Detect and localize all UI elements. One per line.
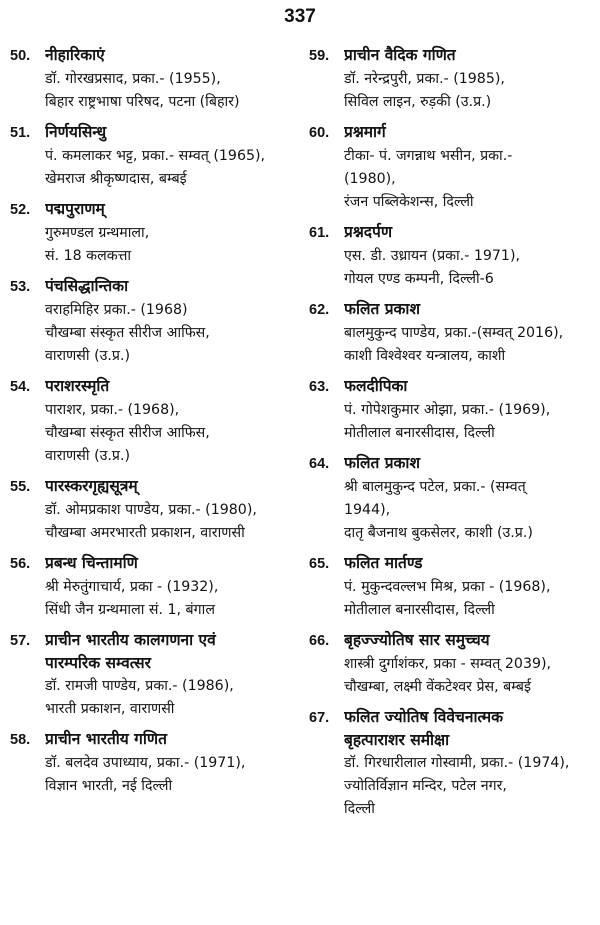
entry-detail-line: काशी विश्वेश्वर यन्त्रालय, काशी — [344, 348, 506, 364]
entry-title-line: प्राचीन वैदिक गणित — [344, 46, 456, 64]
entry-number: 55. — [10, 479, 31, 495]
entry-detail-line: श्री बालमुकुन्द पटेल, प्रका.- (सम्वत् — [344, 479, 526, 495]
entry-detail-line: पाराशर, प्रका.- (1968), — [45, 402, 180, 418]
bibliography-entry — [10, 552, 295, 622]
entry-number: 60. — [309, 125, 330, 141]
entry-title-line: बृहज्ज्योतिष सार समुच्चय — [344, 631, 490, 649]
entry-title — [45, 121, 295, 144]
entry-title-line: पद्मपुराणम् — [45, 200, 105, 218]
entry-heading — [10, 375, 295, 399]
entry-detail-line: डॉ. बलदेव उपाध्याय, प्रका.- (1971), — [45, 755, 246, 771]
entry-title-line: प्रश्नमार्ग — [344, 123, 386, 141]
bibliography-entry — [309, 629, 594, 699]
entry-detail-line: रंजन पब्लिकेशन्स, दिल्ली — [344, 194, 474, 210]
entry-heading — [10, 198, 295, 222]
entry-detail-line: मोतीलाल बनारसीदास, दिल्ली — [344, 425, 495, 441]
entry-number: 59. — [309, 48, 330, 64]
entry-title-line: पारम्परिक सम्वत्सर — [45, 654, 151, 672]
entry-number: 53. — [10, 279, 31, 295]
entry-detail-line: मोतीलाल बनारसीदास, दिल्ली — [344, 602, 495, 618]
bibliography-entry — [309, 375, 594, 445]
entry-title-line: प्रश्नदर्पण — [344, 223, 393, 241]
entry-heading — [309, 452, 594, 476]
entry-heading — [309, 121, 594, 145]
entry-heading — [309, 375, 594, 399]
bibliography-entry — [10, 198, 295, 268]
entry-title-line: फलित ज्योतिष विवेचनात्मक — [344, 708, 504, 726]
entry-number: 57. — [10, 633, 31, 649]
entry-heading — [309, 44, 594, 68]
entry-title — [344, 298, 594, 321]
entry-detail-line: पं. गोपेशकुमार ओझा, प्रका.- (1969), — [344, 402, 551, 418]
entry-heading — [309, 629, 594, 653]
entry-detail-line: श्री मेरुतुंगाचार्य, प्रका - (1932), — [45, 579, 219, 595]
entry-detail-line: पं. कमलाकर भट्ट, प्रका.- सम्वत् (1965), — [45, 148, 266, 164]
bibliography-entry — [10, 728, 295, 798]
entry-title — [45, 375, 295, 398]
entry-details — [309, 653, 594, 699]
entry-title-line: फलदीपिका — [344, 377, 408, 395]
entry-title-line: पंचसिद्धान्तिका — [45, 277, 129, 295]
entry-detail-line: 1944), — [344, 502, 391, 518]
entry-details — [10, 399, 295, 468]
entry-number: 65. — [309, 556, 330, 572]
entry-title — [344, 44, 594, 67]
entry-detail-line: ज्योतिर्विज्ञान मन्दिर, पटेल नगर, — [344, 778, 507, 794]
entry-detail-line: सं. 18 कलकत्ता — [45, 248, 132, 264]
entry-title — [45, 198, 295, 221]
entry-title-line: निर्णयसिन्धु — [45, 123, 107, 141]
entry-detail-line: खेमराज श्रीकृष्णदास, बम्बई — [45, 171, 187, 187]
entry-title-line: पारस्करगृह्यसूत्रम् — [45, 477, 138, 495]
entry-heading — [10, 629, 295, 675]
entry-details — [309, 245, 594, 291]
entry-detail-line: चौखम्बा संस्कृत सीरीज आफिस, — [45, 325, 210, 341]
entry-title — [45, 728, 295, 751]
entry-details — [309, 145, 594, 214]
entry-title-line: नीहारिकाएं — [45, 46, 105, 64]
bibliography-entry — [10, 475, 295, 545]
entry-detail-line: डॉ. गोरखप्रसाद, प्रका.- (1955), — [45, 71, 221, 87]
bibliography-entry — [309, 44, 594, 114]
entry-number: 63. — [309, 379, 330, 395]
entry-detail-line: चौखम्बा अमरभारती प्रकाशन, वाराणसी — [45, 525, 245, 541]
entry-title — [344, 452, 594, 475]
entry-title — [344, 121, 594, 144]
bibliography-entry — [309, 706, 594, 821]
entry-detail-line: चौखम्बा, लक्ष्मी वेंकटेश्वर प्रेस, बम्बई — [344, 679, 531, 695]
bibliography-entry — [309, 298, 594, 368]
entry-details — [10, 675, 295, 721]
entry-heading — [309, 706, 594, 752]
entry-heading — [309, 298, 594, 322]
entry-title — [344, 221, 594, 244]
entry-detail-line: दातृ बैजनाथ बुकसेलर, काशी (उ.प्र.) — [344, 525, 533, 541]
entry-details — [309, 322, 594, 368]
entry-heading — [10, 728, 295, 752]
entry-heading — [10, 275, 295, 299]
entry-heading — [309, 552, 594, 576]
entry-number: 56. — [10, 556, 31, 572]
entry-details — [309, 476, 594, 545]
entry-heading — [10, 121, 295, 145]
entry-detail-line: भारती प्रकाशन, वाराणसी — [45, 701, 175, 717]
entry-detail-line: दिल्ली — [344, 801, 375, 817]
entry-details — [10, 299, 295, 368]
entry-details — [309, 752, 594, 821]
entry-detail-line: डॉ. नरेन्द्रपुरी, प्रका.- (1985), — [344, 71, 505, 87]
entry-title-line: फलित मार्तण्ड — [344, 554, 423, 572]
entry-number: 58. — [10, 732, 31, 748]
entry-title-line: फलित प्रकाश — [344, 454, 420, 472]
entry-details — [10, 752, 295, 798]
entry-heading — [10, 44, 295, 68]
entry-detail-line: वाराणसी (उ.प्र.) — [45, 448, 131, 464]
entry-detail-line: पं. मुकुन्दवल्लभ मिश्र, प्रका - (1968), — [344, 579, 551, 595]
bibliography-entry — [10, 375, 295, 468]
entry-detail-line: गोयल एण्ड कम्पनी, दिल्ली-6 — [344, 271, 494, 287]
bibliography-entry — [309, 121, 594, 214]
entry-heading — [10, 475, 295, 499]
entry-title-line: बृहत्पाराशर समीक्षा — [344, 731, 450, 749]
entry-details — [10, 222, 295, 268]
entry-detail-line: डॉ. रामजी पाण्डेय, प्रका.- (1986), — [45, 678, 234, 694]
entry-detail-line: बिहार राष्ट्रभाषा परिषद, पटना (बिहार) — [45, 94, 240, 110]
entry-detail-line: टीका- पं. जगन्नाथ भसीन, प्रका.- — [344, 148, 513, 164]
entry-detail-line: डॉ. गिरधारीलाल गोस्वामी, प्रका.- (1974), — [344, 755, 570, 771]
entry-number: 67. — [309, 710, 330, 726]
entry-title — [45, 552, 295, 575]
bibliography-entry — [10, 44, 295, 114]
entry-title-line: फलित प्रकाश — [344, 300, 420, 318]
entry-details — [10, 145, 295, 191]
right-column — [309, 44, 594, 828]
entry-title — [45, 275, 295, 298]
entry-number: 52. — [10, 202, 31, 218]
entry-detail-line: बालमुकुन्द पाण्डेय, प्रका.-(सम्वत् 2016), — [344, 325, 564, 341]
entry-detail-line: विज्ञान भारती, नई दिल्ली — [45, 778, 173, 794]
entry-detail-line: (1980), — [344, 171, 396, 187]
entry-number: 61. — [309, 225, 330, 241]
entry-title — [344, 375, 594, 398]
bibliography-entry — [309, 452, 594, 545]
entry-number: 54. — [10, 379, 31, 395]
entry-number: 51. — [10, 125, 31, 141]
entry-detail-line: डॉ. ओमप्रकाश पाण्डेय, प्रका.- (1980), — [45, 502, 257, 518]
bibliography-entry — [10, 629, 295, 721]
entry-details — [10, 576, 295, 622]
entry-title — [45, 475, 295, 498]
entry-title-line: प्रबन्ध चिन्तामणि — [45, 554, 138, 572]
bibliography-entry — [309, 552, 594, 622]
entry-title-line: पराशरस्मृति — [45, 377, 110, 395]
entry-title — [45, 44, 295, 67]
entry-details — [309, 68, 594, 114]
bibliography-entry — [309, 221, 594, 291]
entry-details — [10, 68, 295, 114]
entry-details — [10, 499, 295, 545]
entry-detail-line: सिविल लाइन, रुड़की (उ.प्र.) — [344, 94, 492, 110]
entry-heading — [10, 552, 295, 576]
entry-detail-line: वराहमिहिर प्रका.- (1968) — [45, 302, 188, 318]
entry-detail-line: एस. डी. उध्रायन (प्रका.- 1971), — [344, 248, 520, 264]
entry-detail-line: वाराणसी (उ.प्र.) — [45, 348, 131, 364]
entry-title-line: प्राचीन भारतीय कालगणना एवं — [45, 631, 216, 649]
page-number: 337 — [284, 6, 316, 27]
entry-detail-line: चौखम्बा संस्कृत सीरीज आफिस, — [45, 425, 210, 441]
bibliography-entry — [10, 121, 295, 191]
entry-number: 50. — [10, 48, 31, 64]
entry-number: 62. — [309, 302, 330, 318]
entry-detail-line: गुरुमण्डल ग्रन्थमाला, — [45, 225, 150, 241]
entry-detail-line: सिंधी जैन ग्रन्थमाला सं. 1, बंगाल — [45, 602, 215, 618]
entry-title — [344, 552, 594, 575]
entry-number: 66. — [309, 633, 330, 649]
entry-title — [344, 706, 594, 752]
entry-title-line: प्राचीन भारतीय गणित — [45, 730, 167, 748]
entry-title — [45, 629, 295, 675]
entry-number: 64. — [309, 456, 330, 472]
entry-title — [344, 629, 594, 652]
entry-heading — [309, 221, 594, 245]
entry-detail-line: शास्त्री दुर्गाशंकर, प्रका - सम्वत् 2039), — [344, 656, 552, 672]
entry-details — [309, 576, 594, 622]
bibliography-entry — [10, 275, 295, 368]
left-column — [10, 44, 295, 805]
entry-details — [309, 399, 594, 445]
